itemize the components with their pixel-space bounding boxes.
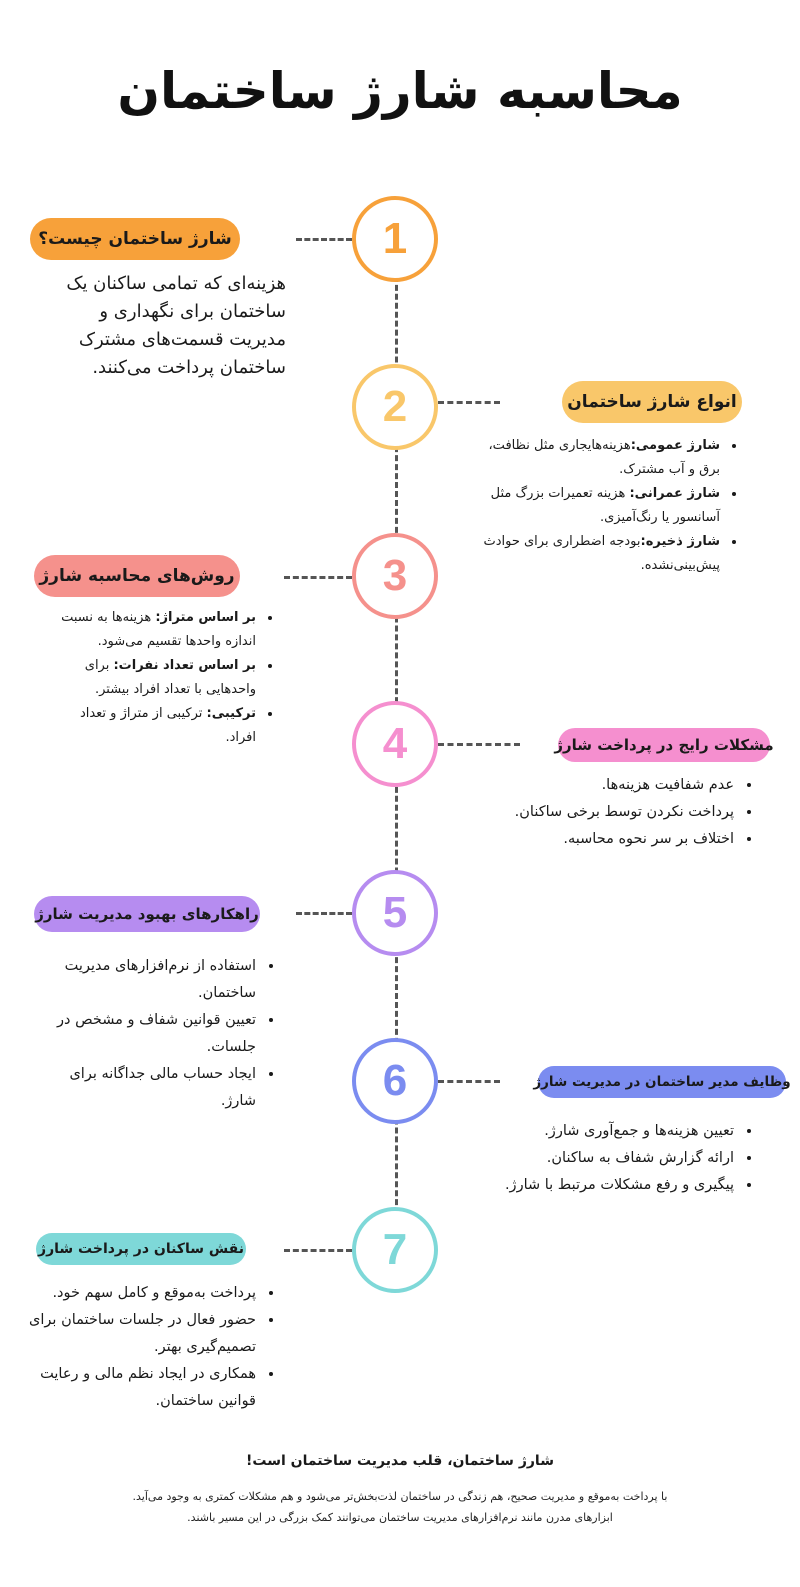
list-item: • عدم شفافیت هزینه‌ها. [478,772,736,799]
list-item: • تعیین قوانین شفاف و مشخص در جلسات. [30,1007,258,1061]
list-item: • تعیین هزینه‌ها و جمع‌آوری شارژ. [470,1118,736,1145]
step-4-list [478,772,758,853]
step-4-number-circle: 4 [352,701,438,787]
list-item: • بر اساس متراژ: هزینه‌ها به نسبت اندازه واحدها تقسیم می‌شود. [52,606,258,654]
footer-text: با پرداخت به‌موقع و مدیریت صحیح، هم زندگی در ساختمان لذت‌بخش‌تر می‌شود و هم مشکلات کمتری به وجود می‌آید. ابزارهای مدرن مانند نرم‌افزارهای مدیریت ساختمان می‌توانند کمک بزرگی در این مسیر باشند. [132,1490,668,1524]
step-2-connector [438,401,500,404]
list-item: • همکاری در ایجاد نظم مالی و رعایت قوانین ساختمان. [26,1361,258,1415]
step-4-connector [438,743,520,746]
step-6-number-circle: 6 [352,1038,438,1124]
list-item: • بر اساس تعداد نفرات: برای واحدهایی با تعداد افراد بیشتر. [52,654,258,702]
step-5-number-circle: 5 [352,870,438,956]
step-1-connector [296,238,352,241]
step-1-description: هزینه‌ای که تمامی ساکنان یک ساختمان برای نگهداری و مدیریت قسمت‌های مشترک ساختمان پرداخت می‌کنند. [66,273,286,378]
list-item: • پرداخت نکردن توسط برخی ساکنان. [478,799,736,826]
step-2-number-circle: 2 [352,364,438,450]
step-6-connector [438,1080,500,1083]
step-7-list [26,1280,284,1415]
step-1-heading: شارژ ساختمان چیست؟ [30,218,240,260]
page-title: محاسبه شارژ ساختمان [117,62,683,120]
step-5-heading: راهکارهای بهبود مدیریت شارژ [34,896,260,932]
step-2-heading: انواع شارژ ساختمان [562,381,742,423]
step-6-heading: وظایف مدیر ساختمان در مدیریت شارژ [538,1066,786,1098]
list-item: • ایجاد حساب مالی جداگانه برای شارژ. [30,1061,258,1115]
step-4-heading: مشکلات رایج در پرداخت شارژ [558,728,770,762]
step-3-list [52,606,284,750]
list-item: • اختلاف بر سر نحوه محاسبه. [478,826,736,853]
step-1-number-circle: 1 [352,196,438,282]
step-3-heading: روش‌های محاسبه شارژ [34,555,240,597]
list-item: • ارائه گزارش شفاف به ساکنان. [470,1145,736,1172]
list-item: • استفاده از نرم‌افزارهای مدیریت ساختمان. [30,953,258,1007]
step-5-list [30,953,284,1115]
footer-title: شارژ ساختمان، قلب مدیریت ساختمان است! [246,1453,554,1469]
list-item: • شارژ ذخیره:بودجه اضطراری برای حوادث پیش‌بینی‌نشده. [470,530,722,578]
step-3-connector [284,576,352,579]
list-item: • شارژ عمومی:هزینه‌هایجاری مثل نظافت، برق و آب مشترک. [470,434,722,482]
step-7-heading: نقش ساکنان در پرداخت شارژ [36,1233,246,1265]
step-3-number-circle: 3 [352,533,438,619]
list-item: • پیگیری و رفع مشکلات مرتبط با شارژ. [470,1172,736,1199]
list-item: • ترکیبی: ترکیبی از متراژ و تعداد افراد. [52,702,258,750]
list-item: • پرداخت به‌موقع و کامل سهم خود. [26,1280,258,1307]
list-item: • شارژ عمرانی: هزینه تعمیرات بزرگ مثل آسانسور یا رنگ‌آمیزی. [470,482,722,530]
list-item: • حضور فعال در جلسات ساختمان برای تصمیم‌گیری بهتر. [26,1307,258,1361]
step-5-connector [296,912,352,915]
step-7-number-circle: 7 [352,1207,438,1293]
step-6-list [470,1118,758,1199]
step-7-connector [284,1249,352,1252]
step-2-list [470,434,750,578]
